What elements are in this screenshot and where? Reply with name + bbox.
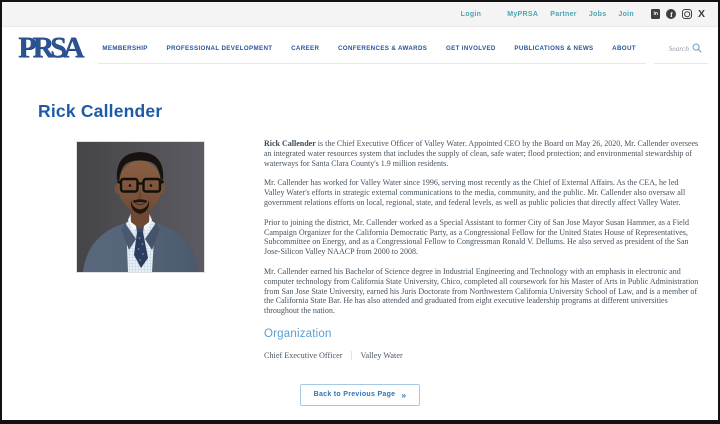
nav-conferences-awards[interactable]: CONFERENCES & AWARDS: [337, 44, 428, 52]
jobs-link[interactable]: Jobs: [588, 10, 607, 18]
login-link[interactable]: Login: [460, 10, 482, 18]
linkedin-icon[interactable]: in: [651, 9, 661, 19]
back-to-previous-page-button[interactable]: Back to Previous Page »: [300, 384, 421, 406]
bio-bold-name: Rick Callender: [264, 139, 316, 148]
utility-bar: [2, 2, 718, 27]
profile-section: [76, 139, 700, 361]
bio-paragraph-3: Prior to joining the district, Mr. Callender worked as a Special Assistant to former City of San Jose Mayor Susan Hammer, as a Field Campaign Organizer for the California Democratic Party, as a Congressional Fellow for the United States House of Representatives, Subcommittee on Energy, and as a Congressional Fellow to Congressman Ronald V. Dellums. He also served as president of the San Jose-Silicon Valley NAACP from 2000 to 2008.: [264, 217, 689, 257]
bio-paragraph-1: Rick Callender is the Chief Executive Officer of Valley Water. Appointed CEO by the Board on May 26, 2020, Mr. Callender oversees an integrated water resources system that includes the supply of clean, safe water; flood protection; and environmental stewardship of waterways for Santa Clara County's 1.9 million residents.: [264, 139, 699, 168]
bio-column: [264, 139, 700, 361]
nav-publications-news[interactable]: PUBLICATIONS & NEWS: [514, 44, 594, 52]
main-menu: [100, 45, 646, 52]
double-chevron-right-icon: »: [401, 389, 407, 400]
myprsa-link[interactable]: MyPRSA: [507, 10, 539, 18]
nav-get-involved[interactable]: GET INVOLVED: [445, 44, 496, 52]
join-link[interactable]: Join: [618, 10, 634, 18]
partner-link[interactable]: Partner: [550, 10, 577, 18]
nav-professional-development[interactable]: PROFESSIONAL DEVELOPMENT: [166, 44, 273, 52]
nav-career[interactable]: CAREER: [291, 44, 320, 52]
organization-heading: Organization: [264, 327, 332, 340]
company-name: Valley Water: [360, 351, 403, 361]
bio-paragraph-4: Mr. Callender earned his Bachelor of Science degree in Industrial Engineering and Technology with an emphasis in electronic and computer technology from California State University, Chico, completed all coursework for his Master of Arts in Public Administration from San Jose State University, earned his Juris Doctorate from Northwestern California University School of Law, and is a member of the California State Bar. He has also attended and graduated from eight executive leadership programs at different universities throughout the nation.: [264, 266, 699, 316]
x-twitter-icon[interactable]: X: [697, 7, 705, 20]
search-input[interactable]: [651, 44, 689, 53]
profile-photo: [76, 141, 205, 273]
bio-text: [264, 139, 700, 316]
nav-about[interactable]: ABOUT: [612, 44, 636, 52]
nav-membership[interactable]: MEMBERSHIP: [102, 44, 148, 52]
instagram-icon[interactable]: [682, 9, 692, 19]
bio-paragraph-2: Mr. Callender has worked for Valley Water since 1996, serving most recently as the Chief of External Affairs. As the CEA, he led Valley Water's efforts in strategic external communications to the media, community, and the public. Mr. Callender also oversaw all government relations efforts on local, regional, state, and federal levels, as well as public policies that directly affect Valley Water.: [264, 178, 686, 207]
nav-divider: [98, 63, 646, 64]
credentials-separator: |: [350, 349, 353, 361]
social-links: [651, 9, 705, 20]
page-title: Rick Callender: [38, 101, 163, 121]
search-box: [646, 43, 702, 53]
button-row: [2, 384, 718, 406]
facebook-icon[interactable]: f: [666, 9, 676, 19]
main-navbar: [2, 27, 718, 73]
search-icon[interactable]: [692, 43, 702, 53]
job-title: Chief Executive Officer: [264, 351, 343, 361]
prsa-logo[interactable]: PRSA: [18, 31, 81, 64]
credentials-row: [264, 351, 700, 361]
search-divider: [654, 63, 708, 64]
